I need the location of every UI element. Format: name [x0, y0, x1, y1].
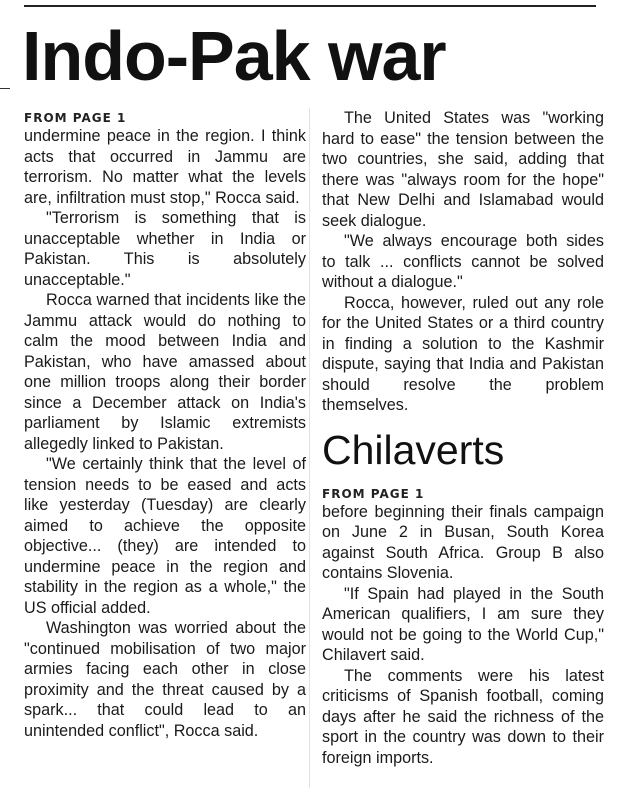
column-divider — [309, 108, 310, 788]
article-paragraph: "If Spain had played in the South American qualifiers, I am sure they would not be going to the World Cup," Chilavert said. — [322, 584, 604, 664]
article-paragraph: Washington was worried about the "continued mobilisation of two major armies facing each other in close proximity and the threat caused by a spark... that could lead to an unintended conflict", Rocca said. — [24, 619, 306, 740]
article-paragraph: Rocca warned that incidents like the Jammu attack would do nothing to calm the mood between India and Pakistan, who have amassed about one million troops along their border since a December attack on India's parliament by Islamic extremists allegedly linked to Pakistan. — [24, 291, 306, 453]
article-paragraph: undermine peace in the region. I think acts that occurred in Jammu are terrorism. No matter what the levels are, infiltration must stop," Rocca said. — [24, 127, 306, 207]
article-paragraph: "We certainly think that the level of tension needs to be eased and acts like yesterday (Tuesday) are clearly aimed to achieve the opposite objective... (they) are intended to undermine peace in the region and stability in the region as a whole," the US official added. — [24, 455, 306, 617]
second-story-headline: Chilaverts — [322, 426, 505, 473]
left-column — [24, 108, 306, 741]
continuation-kicker: FROM PAGE 1 — [24, 111, 127, 125]
right-column — [322, 108, 604, 768]
article-paragraph: Rocca, however, ruled out any role for the United States or a third country in finding a solution to the Kashmir dispute, saying that India and Pakistan should resolve the problem themselves. — [322, 293, 604, 414]
top-rule — [24, 5, 596, 7]
continuation-kicker: FROM PAGE 1 — [322, 486, 425, 501]
margin-mark — [0, 88, 10, 89]
page-headline: Indo-Pak war — [22, 17, 446, 95]
article-paragraph: The United States was "working hard to ease" the tension between the two countries, she said, adding that there was "always room for the hope" that New Delhi and Islamabad would seek dialogue. — [322, 109, 604, 230]
article-paragraph: The comments were his latest criticisms of Spanish football, coming days after he said the richness of the sport in the country was down to their foreign imports. — [322, 666, 604, 767]
article-paragraph: before beginning their finals campaign on June 2 in Busan, South Korea against South Africa. Group B also contains Slovenia. — [322, 502, 604, 582]
article-paragraph: "Terrorism is something that is unacceptable whether in India or Pakistan. This is absolutely unacceptable." — [24, 209, 306, 289]
article-paragraph: "We always encourage both sides to talk ... conflicts cannot be solved without a dialogue." — [322, 232, 604, 291]
